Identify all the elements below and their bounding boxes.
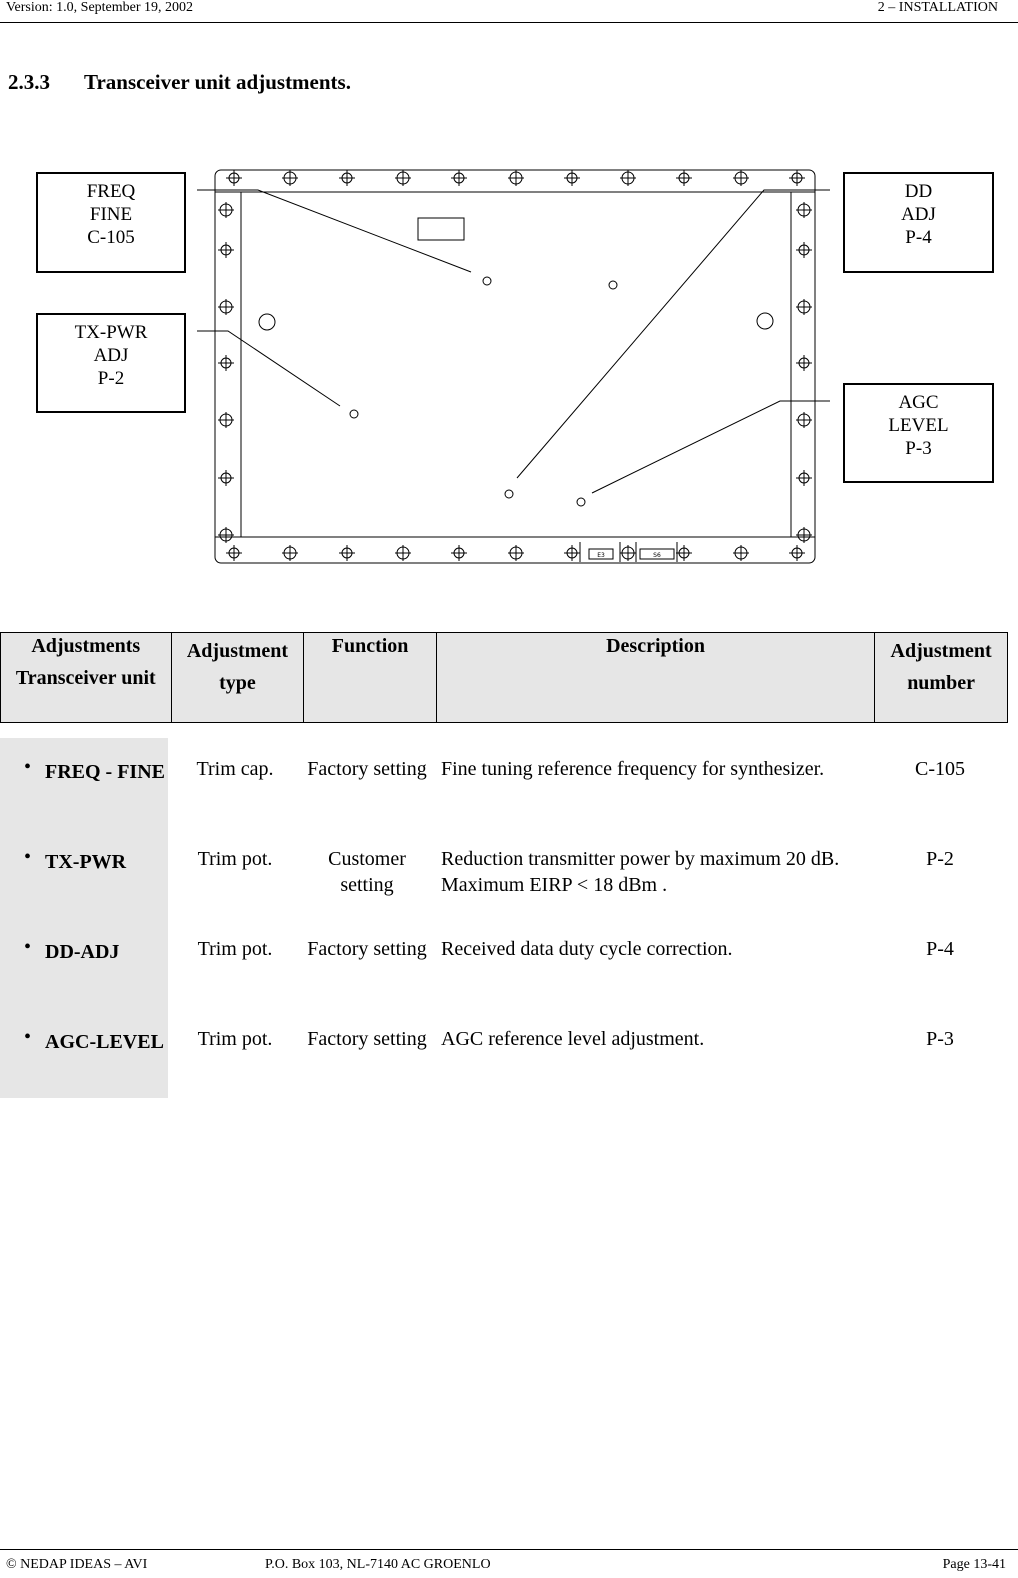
callout-line: ADJ xyxy=(901,204,936,225)
callout-line: TX-PWR xyxy=(74,322,148,343)
row-number: C-105 xyxy=(915,758,965,780)
header-line: Adjustments xyxy=(31,635,141,657)
tx-pwr-point xyxy=(350,410,358,418)
dd-adj-point xyxy=(505,490,513,498)
table-row xyxy=(0,918,1008,1008)
row-function: Customer setting xyxy=(328,848,406,896)
callout-line: FREQ xyxy=(86,181,136,202)
header-adjustments xyxy=(1,633,172,723)
table-row xyxy=(0,738,1008,828)
callout-line: LEVEL xyxy=(888,415,949,436)
row-function: Factory setting xyxy=(307,1028,427,1050)
footer-page-number: Page 13-41 xyxy=(942,1557,1006,1572)
row-description: AGC reference level adjustment. xyxy=(441,1028,705,1050)
page-footer xyxy=(0,1549,1018,1578)
unit-label-plate xyxy=(418,218,464,240)
bullet-icon: • xyxy=(24,756,32,778)
row-number: P-2 xyxy=(926,848,954,870)
section-title: Transceiver unit adjustments. xyxy=(84,70,351,94)
table-row xyxy=(0,1008,1008,1098)
callout-freq-fine xyxy=(36,172,186,273)
agc-level-point xyxy=(577,498,585,506)
adjustments-rows xyxy=(0,738,1008,1098)
callout-tx-pwr xyxy=(36,313,186,413)
connector-e3-label: E3 xyxy=(597,552,605,559)
section-heading xyxy=(8,70,351,95)
callout-agc-level xyxy=(843,383,994,483)
header-adjustment-type: Adjustment type xyxy=(171,633,304,723)
table-row xyxy=(0,828,1008,918)
row-name: AGC-LEVEL xyxy=(45,1031,164,1053)
section-number: 2.3.3 xyxy=(8,70,50,94)
chapter-text: 2 – INSTALLATION xyxy=(877,0,998,15)
row-type: Trim pot. xyxy=(197,848,273,870)
unused-point xyxy=(609,281,617,289)
row-description: Fine tuning reference frequency for synthesizer. xyxy=(441,758,825,780)
bullet-icon: • xyxy=(24,936,32,958)
page-header xyxy=(0,0,1018,23)
row-description: Received data duty cycle correction. xyxy=(441,938,733,960)
header-description: Description xyxy=(436,633,874,723)
header-adjustment-number: Adjustment number xyxy=(875,633,1008,723)
header-line: Transceiver unit xyxy=(15,667,156,689)
callout-line: P-3 xyxy=(905,438,932,459)
version-text: Version: 1.0, September 19, 2002 xyxy=(6,0,194,15)
row-type: Trim pot. xyxy=(197,1028,273,1050)
callout-line: P-4 xyxy=(905,227,932,248)
callout-line: P-2 xyxy=(97,368,125,389)
row-name: DD-ADJ xyxy=(45,941,120,963)
row-function: Factory setting xyxy=(307,758,427,780)
callout-line: C-105 xyxy=(87,227,135,248)
mounting-hole-left xyxy=(259,314,275,330)
footer-copyright: © NEDAP IDEAS – AVI xyxy=(6,1557,148,1572)
freq-fine-point xyxy=(483,277,491,285)
row-number: P-4 xyxy=(926,938,954,960)
row-name-cell xyxy=(0,828,168,918)
row-function: Factory setting xyxy=(307,938,427,960)
row-name-cell xyxy=(0,1008,168,1098)
bullet-icon: • xyxy=(24,846,32,868)
footer-address: P.O. Box 103, NL-7140 AC GROENLO xyxy=(265,1557,491,1572)
callout-line: AGC xyxy=(898,392,939,413)
connector-s6-label: S6 xyxy=(653,552,661,559)
row-name: FREQ - FINE xyxy=(45,761,165,783)
unit-inner-panel xyxy=(241,192,791,537)
row-description: Reduction transmitter power by maximum 20 dB. Maximum EIRP < 18 dBm . xyxy=(441,848,840,896)
mounting-hole-right xyxy=(757,313,773,329)
callout-line: DD xyxy=(904,181,933,202)
header-function: Function xyxy=(304,633,437,723)
bullet-icon: • xyxy=(24,1026,32,1048)
adjustments-table-header xyxy=(0,632,1008,723)
row-type: Trim pot. xyxy=(197,938,273,960)
callout-line: FINE xyxy=(89,204,133,225)
row-name: TX-PWR xyxy=(45,851,127,873)
row-type: Trim cap. xyxy=(196,758,274,780)
row-name-cell xyxy=(0,918,168,1008)
unit-outer-frame xyxy=(215,170,815,563)
row-name-cell xyxy=(0,738,168,828)
callout-line: ADJ xyxy=(93,345,129,366)
row-number: P-3 xyxy=(926,1028,954,1050)
callout-dd-adj xyxy=(843,172,994,273)
